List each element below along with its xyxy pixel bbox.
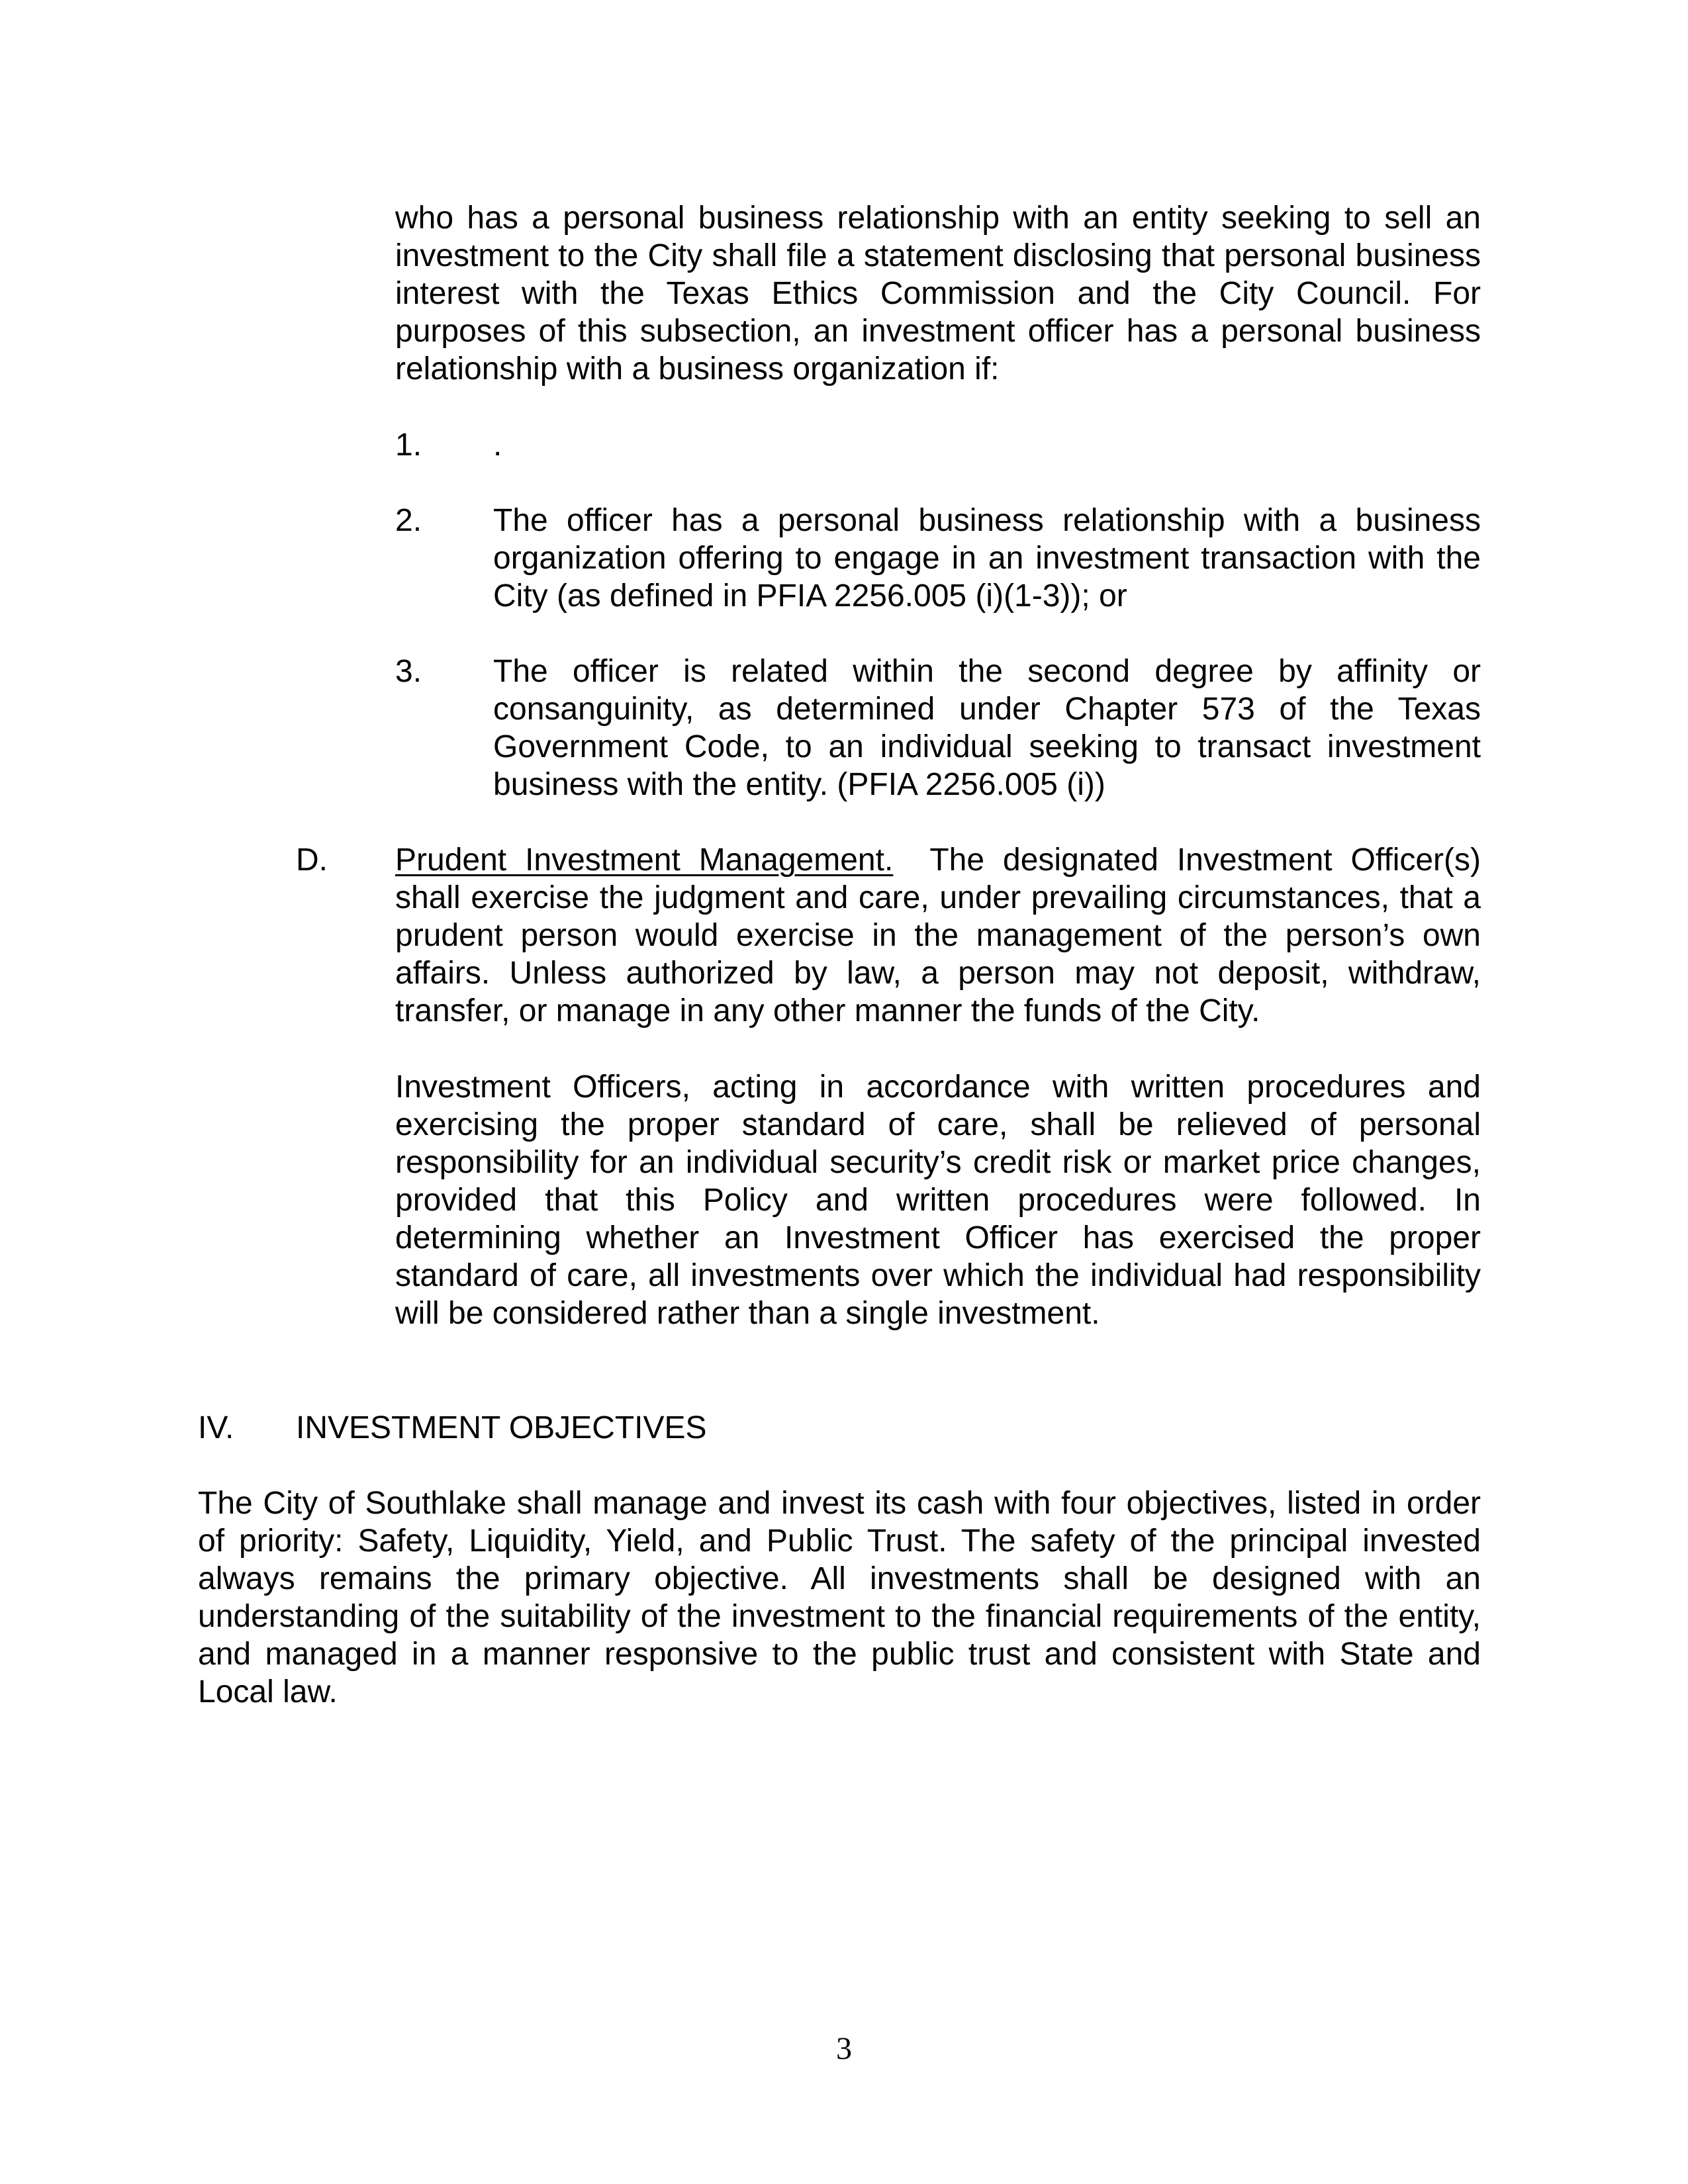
list-number: 3.: [395, 654, 422, 689]
list-text: The officer is related within the second degree by affinity or consanguinity, as determined under Chapter 573 of the Texas Government Code, to an individual seeking to transact investment business with the entity. (PFIA 2256.005 (i)): [493, 654, 1481, 802]
page-number: 3: [836, 2031, 852, 2066]
section-iv-title: INVESTMENT OBJECTIVES: [296, 1410, 707, 1445]
section-iv-number: IV.: [198, 1410, 234, 1445]
list-text: .: [493, 428, 502, 463]
officers-paragraph: Investment Officers, acting in accordance with written procedures and exercising the proper standard of care, shall be relieved of personal responsibility for an individual security’s credit risk or market price changes, provided that this Policy and written procedures were followed. In determining whether an Investment Officer has exercised the proper standard of care, all investments over which the individual had responsibility will be considered rather than a single investment.: [395, 1069, 1481, 1331]
list-number: 2.: [395, 503, 422, 538]
list-number: 1.: [395, 428, 422, 463]
intro-paragraph: who has a personal business relationship with an entity seeking to sell an investment to the City shall file a statement disclosing that personal business interest with the Texas Ethics Commission and the City Council. For purposes of this subsection, an investment officer has a personal business relationship with a business organization if:: [395, 201, 1481, 387]
section-d-letter: D.: [296, 842, 328, 878]
objectives-paragraph: The City of Southlake shall manage and invest its cash with four objectives, listed in order of priority: Safety, Liquidity, Yield, and Public Trust. The safety of the principal invested always remains the primary objective. All investments shall be designed with an understanding of the suitability of the investment to the financial requirements of the entity, and managed in a manner responsive to the public trust and consistent with State and Local law.: [198, 1486, 1481, 1709]
list-text: The officer has a personal business relationship with a business organization offering to engage in an investment transaction with the City (as defined in PFIA 2256.005 (i)(1-3)); or: [493, 503, 1481, 614]
section-d-heading: Prudent Investment Management.: [395, 842, 894, 878]
section-d-text: The designated Investment Officer(s) shall exercise the judgment and care, under prevailing circumstances, that a prudent person would exercise in the management of the person’s own affairs. Unless authorized by law, a person may not deposit, withdraw, transfer, or manage in any other manner the funds of the City.: [395, 842, 1481, 1028]
section-d-body: [395, 841, 1481, 1030]
